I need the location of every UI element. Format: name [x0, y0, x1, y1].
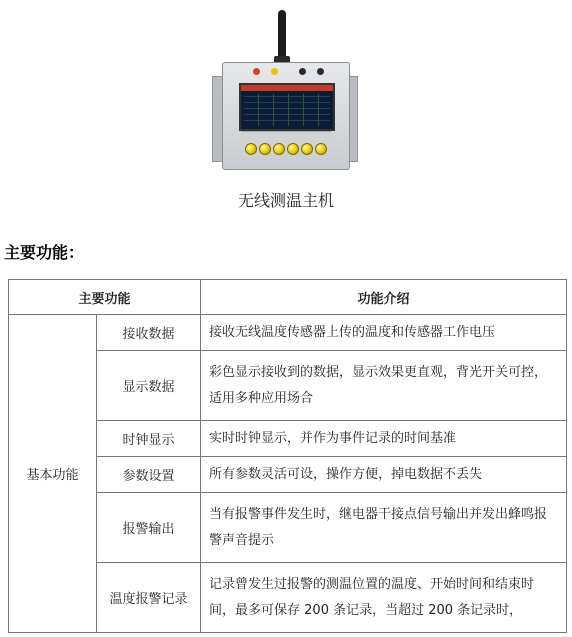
table-row	[9, 315, 567, 351]
function-name: 接收数据	[97, 315, 201, 351]
status-led-dark	[317, 68, 324, 75]
function-name: 报警输出	[97, 493, 201, 563]
function-name: 温度报警记录	[97, 563, 201, 633]
section-title: 主要功能：	[4, 243, 85, 262]
device-button	[315, 143, 327, 155]
function-desc: 接收无线温度传感器上传的温度和传感器工作电压	[201, 315, 567, 351]
product-caption: 无线测温主机	[237, 191, 334, 210]
device-display	[239, 83, 335, 131]
device-button	[273, 143, 285, 155]
status-led-red	[253, 68, 260, 75]
header-main-function: 主要功能	[9, 280, 201, 315]
device-button	[245, 143, 257, 155]
antenna	[278, 10, 286, 60]
function-name: 参数设置	[97, 457, 201, 493]
status-led-dark	[299, 68, 306, 75]
device-button	[301, 143, 313, 155]
function-name: 时钟显示	[97, 421, 201, 457]
product-image	[212, 10, 358, 168]
function-table	[8, 279, 567, 633]
function-desc: 当有报警事件发生时，继电器干接点信号输出并发出蜂鸣报警声音提示	[201, 493, 567, 563]
function-desc: 彩色显示接收到的数据，显示效果更直观，背光开关可控，适用多种应用场合	[201, 351, 567, 421]
header-function-intro: 功能介绍	[201, 280, 567, 315]
brand-strip	[241, 131, 331, 138]
status-led-yellow	[271, 68, 278, 75]
function-desc: 所有参数灵活可设，操作方便，掉电数据不丢失	[201, 457, 567, 493]
device-button	[259, 143, 271, 155]
table-header-row	[9, 280, 567, 315]
device-front-panel	[222, 62, 350, 170]
function-desc: 记录曾发生过报警的测温位置的温度、开始时间和结束时间，最多可保存 200 条记录，当超过 200 条记录时，	[201, 563, 567, 633]
function-desc: 实时时钟显示，并作为事件记录的时间基准	[201, 421, 567, 457]
device-button	[287, 143, 299, 155]
category-cell: 基本功能	[9, 315, 97, 633]
function-name: 显示数据	[97, 351, 201, 421]
